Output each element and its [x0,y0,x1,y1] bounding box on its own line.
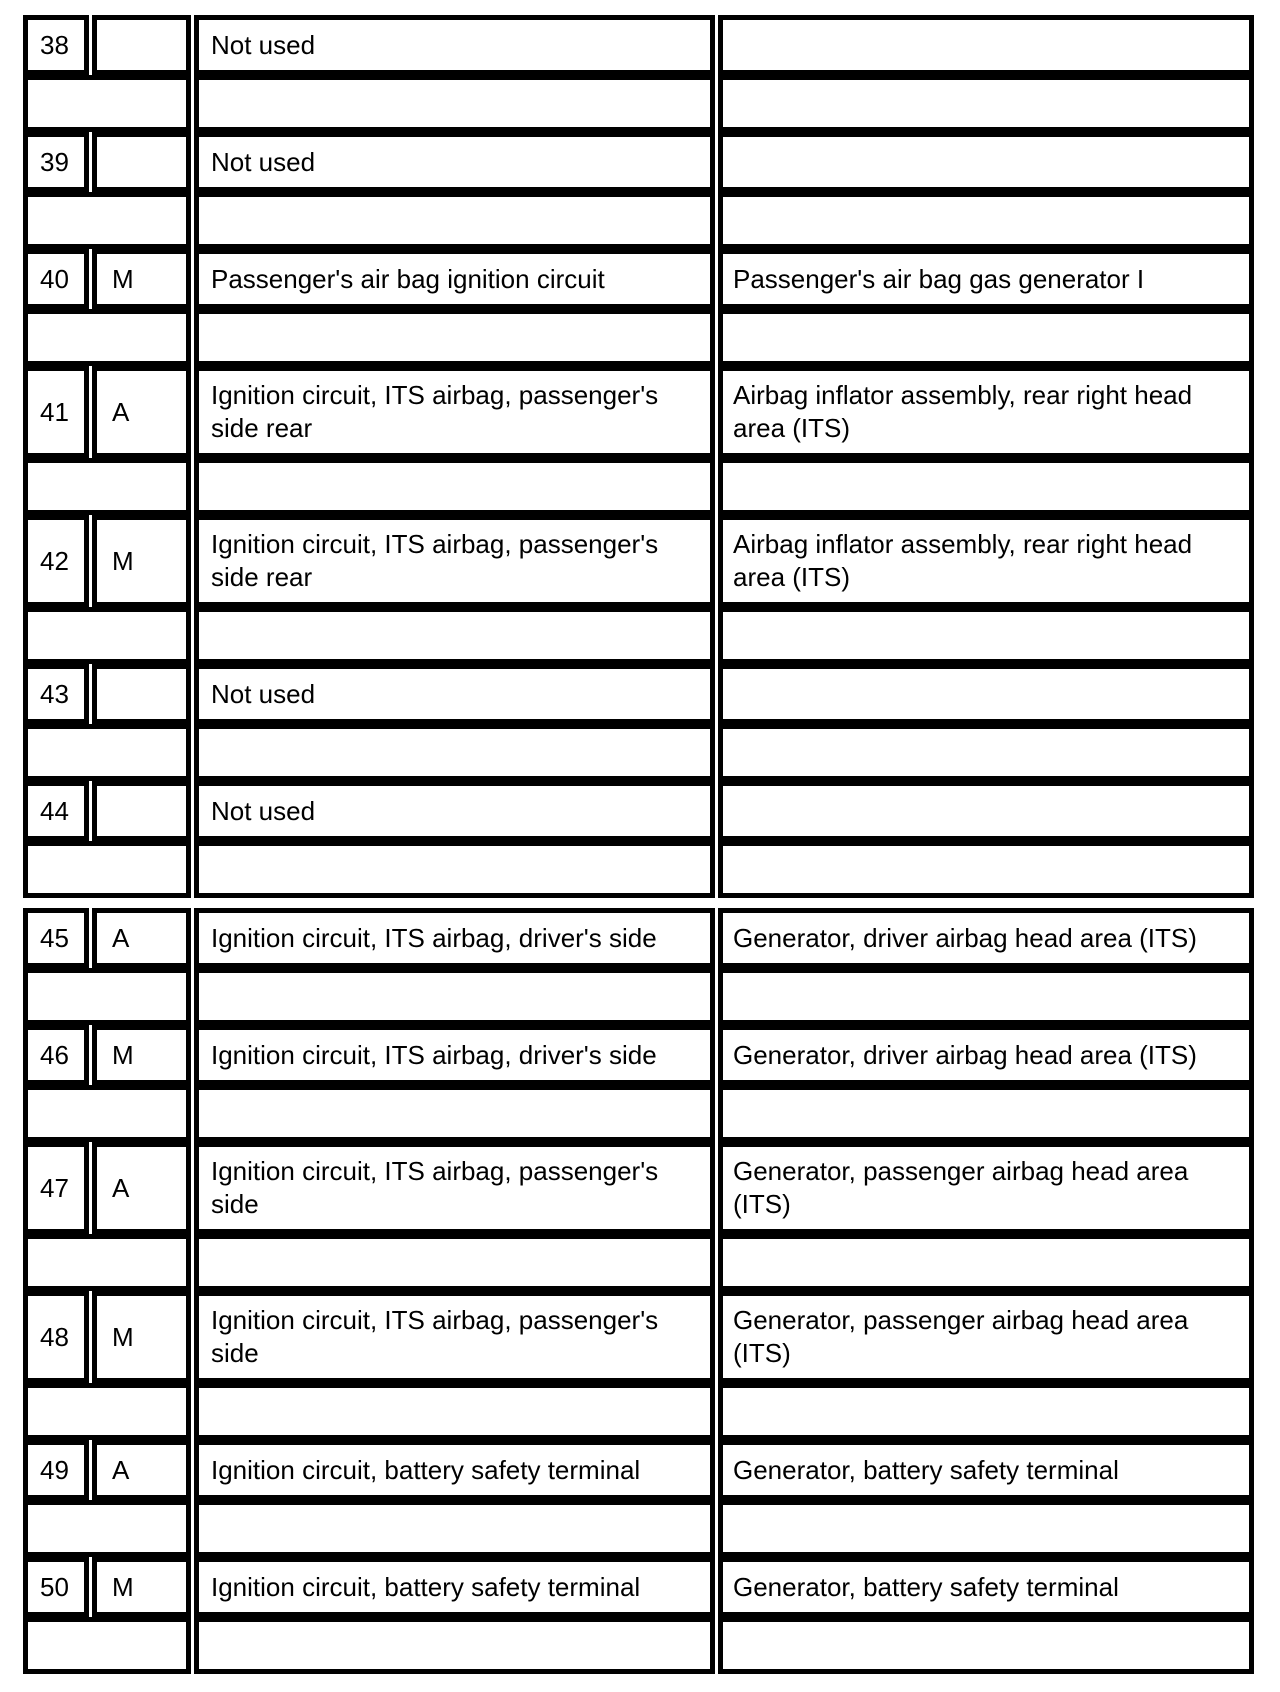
spacer-component-cell [718,1383,1254,1440]
fuse-block [23,366,1254,515]
fuse-number-cell: 42 [23,515,89,607]
spacer-description-cell [194,1500,715,1557]
component-cell [718,664,1254,724]
fuse-letter-cell: A [92,1440,191,1500]
fuse-block [23,515,1254,664]
fuse-block [23,1557,1254,1674]
spacer-component-cell [718,968,1254,1025]
circuit-description-cell: Ignition circuit, ITS airbag, driver's side [194,1025,715,1085]
spacer-component-cell [718,1234,1254,1291]
spacer-row [23,458,1254,515]
fuse-block [23,908,1254,1025]
fuse-block [23,15,1254,132]
table-row [23,1142,1254,1234]
component-cell [718,781,1254,841]
fuse-letter-cell [92,781,191,841]
fuse-number-cell: 47 [23,1142,89,1234]
fuse-number-cell: 49 [23,1440,89,1500]
spacer-description-cell [194,607,715,664]
spacer-component-cell [718,724,1254,781]
spacer-numletter-cell [23,841,191,898]
circuit-description-cell: Ignition circuit, ITS airbag, passenger's side [194,1142,715,1234]
fuse-letter-cell: M [92,1291,191,1383]
table-row [23,15,1254,75]
fuse-letter-cell [92,132,191,192]
component-cell: Airbag inflator assembly, rear right head area (ITS) [718,515,1254,607]
spacer-row [23,968,1254,1025]
fuse-number-cell: 44 [23,781,89,841]
fuse-letter-cell: A [92,908,191,968]
fuse-number-cell: 48 [23,1291,89,1383]
table-row [23,366,1254,458]
spacer-row [23,192,1254,249]
circuit-description-cell: Ignition circuit, ITS airbag, passenger's side rear [194,515,715,607]
spacer-numletter-cell [23,968,191,1025]
spacer-description-cell [194,968,715,1025]
spacer-description-cell [194,1085,715,1142]
fuse-block [23,1142,1254,1291]
circuit-description-cell: Passenger's air bag ignition circuit [194,249,715,309]
component-cell: Generator, passenger airbag head area (ITS) [718,1142,1254,1234]
spacer-numletter-cell [23,458,191,515]
spacer-row [23,309,1254,366]
fuse-block [23,664,1254,781]
spacer-description-cell [194,309,715,366]
spacer-component-cell [718,1500,1254,1557]
fuse-letter-cell: M [92,249,191,309]
spacer-numletter-cell [23,75,191,132]
fuse-circuit-table [23,15,1254,1674]
spacer-description-cell [194,1234,715,1291]
component-cell: Generator, driver airbag head area (ITS) [718,908,1254,968]
spacer-numletter-cell [23,1085,191,1142]
spacer-row [23,1617,1254,1674]
fuse-letter-cell [92,664,191,724]
spacer-description-cell [194,75,715,132]
component-cell [718,15,1254,75]
spacer-description-cell [194,1383,715,1440]
fuse-number-cell: 45 [23,908,89,968]
table-row [23,1291,1254,1383]
spacer-numletter-cell [23,1383,191,1440]
fuse-block [23,249,1254,366]
fuse-letter-cell: M [92,1557,191,1617]
table-row [23,1025,1254,1085]
circuit-description-cell: Ignition circuit, ITS airbag, passenger's side [194,1291,715,1383]
circuit-description-cell: Ignition circuit, ITS airbag, driver's side [194,908,715,968]
table-row [23,908,1254,968]
spacer-row [23,75,1254,132]
component-cell: Passenger's air bag gas generator I [718,249,1254,309]
spacer-description-cell [194,1617,715,1674]
spacer-component-cell [718,841,1254,898]
table-row [23,1557,1254,1617]
spacer-row [23,1500,1254,1557]
component-cell: Generator, passenger airbag head area (ITS) [718,1291,1254,1383]
circuit-description-cell: Not used [194,15,715,75]
fuse-number-cell: 39 [23,132,89,192]
component-cell [718,132,1254,192]
circuit-description-cell: Ignition circuit, ITS airbag, passenger's side rear [194,366,715,458]
fuse-letter-cell: A [92,1142,191,1234]
spacer-numletter-cell [23,1234,191,1291]
spacer-component-cell [718,458,1254,515]
spacer-description-cell [194,841,715,898]
spacer-component-cell [718,75,1254,132]
spacer-component-cell [718,1617,1254,1674]
component-cell: Generator, battery safety terminal [718,1440,1254,1500]
fuse-number-cell: 38 [23,15,89,75]
table-row [23,781,1254,841]
spacer-numletter-cell [23,724,191,781]
fuse-block [23,132,1254,249]
spacer-component-cell [718,607,1254,664]
spacer-row [23,841,1254,898]
spacer-numletter-cell [23,607,191,664]
table-row [23,249,1254,309]
fuse-number-cell: 41 [23,366,89,458]
spacer-description-cell [194,458,715,515]
fuse-number-cell: 50 [23,1557,89,1617]
circuit-description-cell: Ignition circuit, battery safety terminal [194,1557,715,1617]
spacer-row [23,1383,1254,1440]
spacer-row [23,1234,1254,1291]
fuse-letter-cell: M [92,1025,191,1085]
spacer-component-cell [718,192,1254,249]
fuse-block [23,781,1254,898]
table-row [23,132,1254,192]
fuse-number-cell: 43 [23,664,89,724]
table-row [23,664,1254,724]
component-cell: Airbag inflator assembly, rear right head area (ITS) [718,366,1254,458]
table-row [23,515,1254,607]
spacer-row [23,724,1254,781]
fuse-number-cell: 46 [23,1025,89,1085]
circuit-description-cell: Ignition circuit, battery safety terminal [194,1440,715,1500]
fuse-block [23,1440,1254,1557]
spacer-numletter-cell [23,1500,191,1557]
fuse-number-cell: 40 [23,249,89,309]
component-cell: Generator, driver airbag head area (ITS) [718,1025,1254,1085]
spacer-component-cell [718,1085,1254,1142]
circuit-description-cell: Not used [194,664,715,724]
circuit-description-cell: Not used [194,781,715,841]
fuse-letter-cell: M [92,515,191,607]
spacer-numletter-cell [23,1617,191,1674]
fuse-letter-cell [92,15,191,75]
spacer-component-cell [718,309,1254,366]
fuse-block [23,1291,1254,1440]
fuse-block [23,1025,1254,1142]
component-cell: Generator, battery safety terminal [718,1557,1254,1617]
spacer-row [23,607,1254,664]
fuse-letter-cell: A [92,366,191,458]
spacer-numletter-cell [23,192,191,249]
spacer-description-cell [194,192,715,249]
table-row [23,1440,1254,1500]
circuit-description-cell: Not used [194,132,715,192]
spacer-description-cell [194,724,715,781]
spacer-numletter-cell [23,309,191,366]
spacer-row [23,1085,1254,1142]
